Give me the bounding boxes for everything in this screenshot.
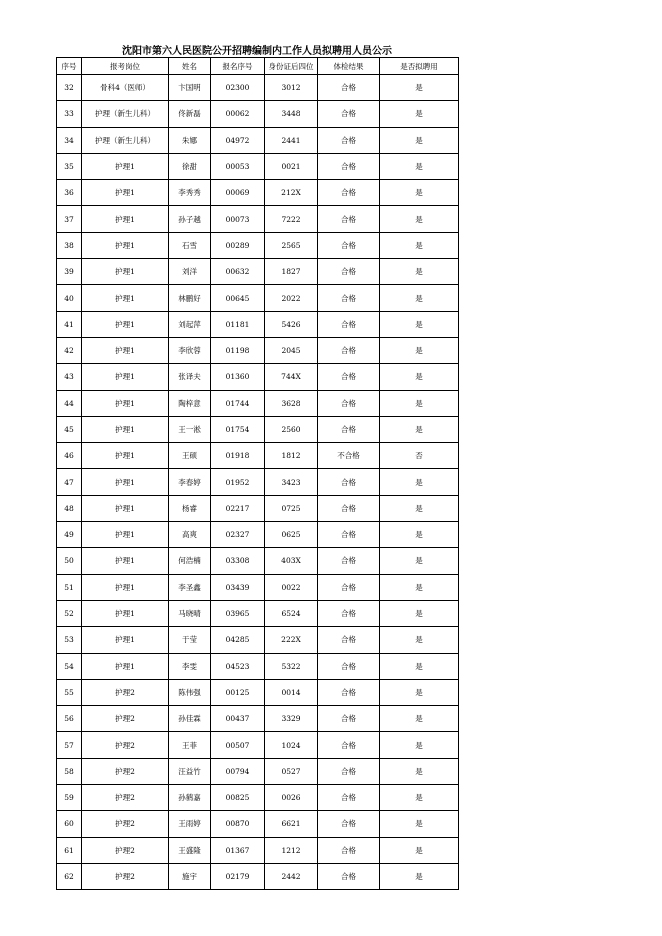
cell-position: 护理2 — [82, 758, 169, 784]
cell-hire-decision: 是 — [380, 285, 459, 311]
cell-hire-decision: 是 — [380, 522, 459, 548]
cell-exam-result: 合格 — [318, 153, 380, 179]
cell-position: 护理1 — [82, 627, 169, 653]
table-row — [57, 600, 459, 626]
cell-position: 护理2 — [82, 837, 169, 863]
table-row — [57, 75, 459, 101]
cell-index: 58 — [57, 758, 82, 784]
cell-hire-decision: 是 — [380, 811, 459, 837]
cell-hire-decision: 是 — [380, 469, 459, 495]
cell-id-last-four: 2565 — [265, 232, 318, 258]
cell-id-last-four: 0014 — [265, 679, 318, 705]
cell-hire-decision: 是 — [380, 180, 459, 206]
cell-registration-no: 02179 — [211, 863, 265, 889]
table-row — [57, 127, 459, 153]
cell-index: 35 — [57, 153, 82, 179]
cell-exam-result: 合格 — [318, 495, 380, 521]
cell-name: 施宇 — [169, 863, 211, 889]
cell-registration-no: 04285 — [211, 627, 265, 653]
candidate-table — [56, 57, 459, 890]
cell-exam-result: 合格 — [318, 811, 380, 837]
cell-registration-no: 00053 — [211, 153, 265, 179]
header-registration-no: 报名序号 — [211, 58, 265, 75]
cell-exam-result: 合格 — [318, 416, 380, 442]
cell-id-last-four: 2560 — [265, 416, 318, 442]
cell-index: 53 — [57, 627, 82, 653]
cell-exam-result: 合格 — [318, 837, 380, 863]
cell-hire-decision: 是 — [380, 364, 459, 390]
table-row — [57, 337, 459, 363]
table-row — [57, 232, 459, 258]
cell-name: 高爽 — [169, 522, 211, 548]
cell-position: 护理1 — [82, 153, 169, 179]
cell-index: 46 — [57, 443, 82, 469]
cell-name: 徐甜 — [169, 153, 211, 179]
cell-hire-decision: 是 — [380, 548, 459, 574]
cell-position: 护理2 — [82, 706, 169, 732]
cell-id-last-four: 1024 — [265, 732, 318, 758]
cell-registration-no: 01367 — [211, 837, 265, 863]
cell-registration-no: 00125 — [211, 679, 265, 705]
cell-name: 孙子越 — [169, 206, 211, 232]
cell-name: 朱娜 — [169, 127, 211, 153]
cell-hire-decision: 是 — [380, 232, 459, 258]
cell-id-last-four: 3329 — [265, 706, 318, 732]
cell-position: 护理1 — [82, 337, 169, 363]
cell-index: 54 — [57, 653, 82, 679]
cell-registration-no: 03965 — [211, 600, 265, 626]
cell-id-last-four: 1212 — [265, 837, 318, 863]
cell-position: 护理1 — [82, 232, 169, 258]
cell-registration-no: 03308 — [211, 548, 265, 574]
cell-registration-no: 01181 — [211, 311, 265, 337]
cell-id-last-four: 3448 — [265, 101, 318, 127]
cell-name: 孙佳霖 — [169, 706, 211, 732]
table-header-row — [57, 58, 459, 75]
cell-index: 52 — [57, 600, 82, 626]
cell-registration-no: 00073 — [211, 206, 265, 232]
cell-name: 李秀秀 — [169, 180, 211, 206]
cell-exam-result: 合格 — [318, 364, 380, 390]
cell-position: 护理2 — [82, 863, 169, 889]
page-title: 沈阳市第六人民医院公开招聘编制内工作人员拟聘用人员公示 — [122, 46, 392, 57]
cell-hire-decision: 否 — [380, 443, 459, 469]
cell-exam-result: 合格 — [318, 285, 380, 311]
cell-position: 护理1 — [82, 495, 169, 521]
cell-index: 43 — [57, 364, 82, 390]
cell-position: 护理2 — [82, 785, 169, 811]
cell-name: 汪益竹 — [169, 758, 211, 784]
table-row — [57, 758, 459, 784]
cell-index: 37 — [57, 206, 82, 232]
cell-hire-decision: 是 — [380, 627, 459, 653]
cell-name: 王雨婷 — [169, 811, 211, 837]
cell-exam-result: 合格 — [318, 548, 380, 574]
cell-hire-decision: 是 — [380, 732, 459, 758]
table-row — [57, 785, 459, 811]
cell-hire-decision: 是 — [380, 153, 459, 179]
table-row — [57, 495, 459, 521]
cell-hire-decision: 是 — [380, 259, 459, 285]
header-id-last-four: 身份证后四位 — [265, 58, 318, 75]
cell-hire-decision: 是 — [380, 758, 459, 784]
cell-exam-result: 合格 — [318, 75, 380, 101]
cell-hire-decision: 是 — [380, 337, 459, 363]
cell-hire-decision: 是 — [380, 75, 459, 101]
table-row — [57, 364, 459, 390]
cell-hire-decision: 是 — [380, 101, 459, 127]
cell-exam-result: 合格 — [318, 574, 380, 600]
cell-index: 62 — [57, 863, 82, 889]
cell-hire-decision: 是 — [380, 653, 459, 679]
cell-exam-result: 合格 — [318, 653, 380, 679]
header-exam-result: 体检结果 — [318, 58, 380, 75]
cell-id-last-four: 0026 — [265, 785, 318, 811]
cell-index: 32 — [57, 75, 82, 101]
cell-position: 护理1 — [82, 390, 169, 416]
cell-id-last-four: 7222 — [265, 206, 318, 232]
table-row — [57, 311, 459, 337]
cell-name: 卞国明 — [169, 75, 211, 101]
cell-name: 孙鹤嘉 — [169, 785, 211, 811]
cell-hire-decision: 是 — [380, 785, 459, 811]
cell-exam-result: 合格 — [318, 758, 380, 784]
cell-name: 张译夫 — [169, 364, 211, 390]
cell-position: 骨科4（医师） — [82, 75, 169, 101]
cell-position: 护理2 — [82, 811, 169, 837]
cell-position: 护理1 — [82, 206, 169, 232]
cell-registration-no: 00507 — [211, 732, 265, 758]
cell-position: 护理1 — [82, 653, 169, 679]
cell-position: 护理2 — [82, 732, 169, 758]
cell-name: 李圣鑫 — [169, 574, 211, 600]
cell-index: 39 — [57, 259, 82, 285]
cell-hire-decision: 是 — [380, 390, 459, 416]
cell-name: 陈伟强 — [169, 679, 211, 705]
cell-id-last-four: 0527 — [265, 758, 318, 784]
cell-name: 王盛隆 — [169, 837, 211, 863]
table-row — [57, 101, 459, 127]
table-row — [57, 732, 459, 758]
cell-id-last-four: 0725 — [265, 495, 318, 521]
cell-exam-result: 合格 — [318, 101, 380, 127]
header-position: 报考岗位 — [82, 58, 169, 75]
cell-name: 陶梓意 — [169, 390, 211, 416]
cell-registration-no: 01744 — [211, 390, 265, 416]
table-row — [57, 863, 459, 889]
cell-id-last-four: 6524 — [265, 600, 318, 626]
cell-id-last-four: 2022 — [265, 285, 318, 311]
cell-id-last-four: 0021 — [265, 153, 318, 179]
cell-name: 刘起萍 — [169, 311, 211, 337]
table-row — [57, 679, 459, 705]
cell-registration-no: 01198 — [211, 337, 265, 363]
cell-index: 38 — [57, 232, 82, 258]
cell-registration-no: 02217 — [211, 495, 265, 521]
cell-registration-no: 00437 — [211, 706, 265, 732]
cell-index: 61 — [57, 837, 82, 863]
cell-id-last-four: 6621 — [265, 811, 318, 837]
cell-id-last-four: 212X — [265, 180, 318, 206]
cell-index: 55 — [57, 679, 82, 705]
header-name: 姓名 — [169, 58, 211, 75]
cell-hire-decision: 是 — [380, 416, 459, 442]
cell-index: 42 — [57, 337, 82, 363]
cell-name: 于莹 — [169, 627, 211, 653]
cell-name: 杨睿 — [169, 495, 211, 521]
cell-hire-decision: 是 — [380, 127, 459, 153]
cell-id-last-four: 2441 — [265, 127, 318, 153]
cell-index: 48 — [57, 495, 82, 521]
cell-name: 林鹏好 — [169, 285, 211, 311]
cell-id-last-four: 222X — [265, 627, 318, 653]
table-row — [57, 285, 459, 311]
cell-index: 57 — [57, 732, 82, 758]
cell-id-last-four: 5426 — [265, 311, 318, 337]
cell-registration-no: 02327 — [211, 522, 265, 548]
cell-exam-result: 合格 — [318, 259, 380, 285]
table-row — [57, 574, 459, 600]
cell-exam-result: 合格 — [318, 206, 380, 232]
table-row — [57, 706, 459, 732]
header-hire-decision: 是否拟聘用 — [380, 58, 459, 75]
cell-exam-result: 合格 — [318, 311, 380, 337]
cell-position: 护理1 — [82, 548, 169, 574]
cell-name: 李欣蓉 — [169, 337, 211, 363]
cell-registration-no: 01952 — [211, 469, 265, 495]
cell-exam-result: 合格 — [318, 600, 380, 626]
cell-name: 石雪 — [169, 232, 211, 258]
cell-index: 50 — [57, 548, 82, 574]
cell-registration-no: 03439 — [211, 574, 265, 600]
table-row — [57, 153, 459, 179]
cell-registration-no: 00825 — [211, 785, 265, 811]
cell-registration-no: 01360 — [211, 364, 265, 390]
cell-exam-result: 合格 — [318, 469, 380, 495]
cell-id-last-four: 3012 — [265, 75, 318, 101]
cell-position: 护理1 — [82, 443, 169, 469]
cell-hire-decision: 是 — [380, 206, 459, 232]
cell-index: 60 — [57, 811, 82, 837]
cell-id-last-four: 2045 — [265, 337, 318, 363]
cell-id-last-four: 744X — [265, 364, 318, 390]
cell-exam-result: 合格 — [318, 232, 380, 258]
cell-exam-result: 合格 — [318, 732, 380, 758]
cell-position: 护理1 — [82, 600, 169, 626]
table-row — [57, 390, 459, 416]
table-row — [57, 469, 459, 495]
cell-exam-result: 合格 — [318, 337, 380, 363]
cell-position: 护理2 — [82, 679, 169, 705]
cell-position: 护理1 — [82, 180, 169, 206]
cell-registration-no: 00645 — [211, 285, 265, 311]
cell-name: 刘洋 — [169, 259, 211, 285]
cell-registration-no: 02300 — [211, 75, 265, 101]
cell-registration-no: 04523 — [211, 653, 265, 679]
cell-exam-result: 合格 — [318, 863, 380, 889]
cell-position: 护理1 — [82, 469, 169, 495]
table-row — [57, 653, 459, 679]
cell-name: 何浩楠 — [169, 548, 211, 574]
cell-position: 护理1 — [82, 416, 169, 442]
table-row — [57, 416, 459, 442]
table-row — [57, 180, 459, 206]
cell-name: 佟新磊 — [169, 101, 211, 127]
cell-position: 护理1 — [82, 364, 169, 390]
cell-id-last-four: 2442 — [265, 863, 318, 889]
cell-hire-decision: 是 — [380, 311, 459, 337]
cell-registration-no: 04972 — [211, 127, 265, 153]
cell-registration-no: 00870 — [211, 811, 265, 837]
cell-id-last-four: 3423 — [265, 469, 318, 495]
table-row — [57, 443, 459, 469]
cell-hire-decision: 是 — [380, 679, 459, 705]
cell-id-last-four: 0625 — [265, 522, 318, 548]
cell-index: 34 — [57, 127, 82, 153]
cell-hire-decision: 是 — [380, 837, 459, 863]
cell-index: 59 — [57, 785, 82, 811]
cell-position: 护理（新生儿科） — [82, 127, 169, 153]
cell-exam-result: 合格 — [318, 390, 380, 416]
cell-registration-no: 01754 — [211, 416, 265, 442]
cell-position: 护理1 — [82, 259, 169, 285]
cell-registration-no: 01918 — [211, 443, 265, 469]
cell-name: 王菲 — [169, 732, 211, 758]
cell-exam-result: 合格 — [318, 522, 380, 548]
cell-id-last-four: 5322 — [265, 653, 318, 679]
table-row — [57, 627, 459, 653]
cell-name: 王硕 — [169, 443, 211, 469]
cell-position: 护理1 — [82, 285, 169, 311]
cell-index: 36 — [57, 180, 82, 206]
table-row — [57, 548, 459, 574]
cell-index: 51 — [57, 574, 82, 600]
cell-hire-decision: 是 — [380, 863, 459, 889]
cell-index: 47 — [57, 469, 82, 495]
cell-hire-decision: 是 — [380, 600, 459, 626]
cell-exam-result: 合格 — [318, 679, 380, 705]
cell-index: 49 — [57, 522, 82, 548]
cell-exam-result: 合格 — [318, 127, 380, 153]
cell-exam-result: 合格 — [318, 180, 380, 206]
cell-registration-no: 00069 — [211, 180, 265, 206]
cell-registration-no: 00794 — [211, 758, 265, 784]
cell-registration-no: 00062 — [211, 101, 265, 127]
cell-index: 56 — [57, 706, 82, 732]
cell-name: 马晓晴 — [169, 600, 211, 626]
table-row — [57, 522, 459, 548]
cell-name: 王一淞 — [169, 416, 211, 442]
cell-id-last-four: 3628 — [265, 390, 318, 416]
cell-hire-decision: 是 — [380, 495, 459, 521]
cell-exam-result: 合格 — [318, 706, 380, 732]
cell-registration-no: 00289 — [211, 232, 265, 258]
cell-exam-result: 不合格 — [318, 443, 380, 469]
table-row — [57, 811, 459, 837]
cell-exam-result: 合格 — [318, 785, 380, 811]
cell-hire-decision: 是 — [380, 574, 459, 600]
cell-position: 护理1 — [82, 311, 169, 337]
cell-position: 护理1 — [82, 522, 169, 548]
cell-index: 41 — [57, 311, 82, 337]
cell-registration-no: 00632 — [211, 259, 265, 285]
cell-id-last-four: 1812 — [265, 443, 318, 469]
cell-position: 护理（新生儿科） — [82, 101, 169, 127]
cell-id-last-four: 1827 — [265, 259, 318, 285]
header-index: 序号 — [57, 58, 82, 75]
cell-index: 33 — [57, 101, 82, 127]
cell-exam-result: 合格 — [318, 627, 380, 653]
cell-index: 45 — [57, 416, 82, 442]
cell-id-last-four: 403X — [265, 548, 318, 574]
table-row — [57, 206, 459, 232]
table-row — [57, 837, 459, 863]
cell-index: 44 — [57, 390, 82, 416]
cell-index: 40 — [57, 285, 82, 311]
cell-id-last-four: 0022 — [265, 574, 318, 600]
cell-position: 护理1 — [82, 574, 169, 600]
cell-hire-decision: 是 — [380, 706, 459, 732]
table-row — [57, 259, 459, 285]
cell-name: 李雯 — [169, 653, 211, 679]
cell-name: 李春婷 — [169, 469, 211, 495]
